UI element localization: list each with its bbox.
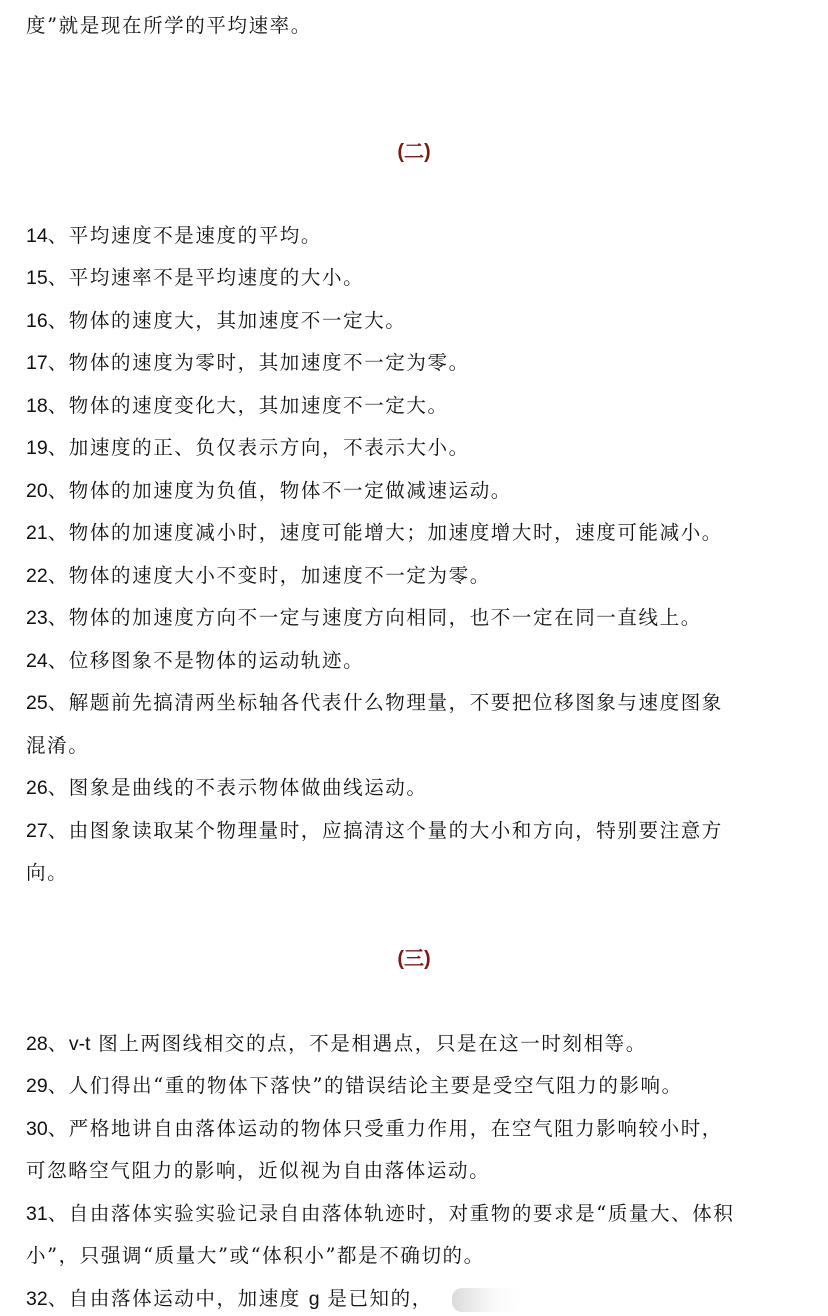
item-number: 14 xyxy=(26,225,48,247)
list-item-26 xyxy=(26,774,806,802)
list-item-15 xyxy=(26,264,806,292)
item-number: 17 xyxy=(26,352,48,374)
item-text: 、物体的加速度方向不一定与速度方向相同，也不一定在同一直线上。 xyxy=(47,606,702,629)
item-latin: g xyxy=(308,1288,320,1310)
section-heading-2: (二) xyxy=(397,141,431,163)
item-number: 28 xyxy=(26,1033,48,1055)
item-number: 32 xyxy=(26,1288,48,1310)
item-number: 18 xyxy=(26,395,48,417)
item-text: 、严格地讲自由落体运动的物体只受重力作用，在空气阻力影响较小时， xyxy=(47,1117,723,1140)
item-number: 30 xyxy=(26,1118,48,1140)
list-item-27-continuation xyxy=(26,859,806,887)
item-text: 、物体的速度大，其加速度不一定大。 xyxy=(47,309,407,332)
item-text: 混淆。 xyxy=(26,734,90,757)
intro-line xyxy=(26,12,806,40)
item-text: 、自由落体运动中，加速度 xyxy=(47,1287,309,1310)
item-number: 15 xyxy=(26,267,48,289)
list-item-30-continuation xyxy=(26,1157,806,1185)
list-item-31-continuation xyxy=(26,1242,806,1270)
section-heading-3: (三) xyxy=(397,948,431,970)
item-number: 26 xyxy=(26,777,48,799)
item-text: 、物体的加速度为负值，物体不一定做减速运动。 xyxy=(47,479,512,502)
item-text: 可忽略空气阻力的影响，近似视为自由落体运动。 xyxy=(26,1159,491,1182)
list-item-18 xyxy=(26,392,806,420)
item-number: 19 xyxy=(26,437,48,459)
intro-text: 度”就是现在所学的平均速率。 xyxy=(26,14,312,37)
truncation-fade xyxy=(452,1288,522,1312)
item-prefix: 、 xyxy=(47,1032,69,1055)
item-number: 20 xyxy=(26,480,48,502)
item-text: 、物体的速度变化大，其加速度不一定大。 xyxy=(47,394,449,417)
item-number: 29 xyxy=(26,1075,48,1097)
item-number: 25 xyxy=(26,692,48,714)
list-item-31 xyxy=(26,1200,806,1228)
item-suffix: 是已知的， xyxy=(319,1287,433,1310)
item-number: 21 xyxy=(26,522,48,544)
item-text: 、平均速率不是平均速度的大小。 xyxy=(47,266,365,289)
item-text: 、加速度的正、负仅表示方向，不表示大小。 xyxy=(47,436,470,459)
list-item-28 xyxy=(26,1030,806,1058)
item-number: 23 xyxy=(26,607,48,629)
item-number: 31 xyxy=(26,1203,48,1225)
list-item-16 xyxy=(26,307,806,335)
list-item-23 xyxy=(26,604,806,632)
item-text: 小”，只强调“质量大”或“体积小”都是不确切的。 xyxy=(26,1244,485,1267)
item-text: 、自由落体实验实验记录自由落体轨迹时，对重物的要求是“质量大、体积 xyxy=(47,1202,735,1225)
list-item-27 xyxy=(26,817,806,845)
item-text: 、位移图象不是物体的运动轨迹。 xyxy=(47,649,365,672)
item-text: 、解题前先搞清两坐标轴各代表什么物理量，不要把位移图象与速度图象 xyxy=(47,691,723,714)
item-text: 向。 xyxy=(26,861,69,884)
item-text: 图上两图线相交的点，不是相遇点，只是在这一时刻相等。 xyxy=(90,1032,647,1055)
item-number: 27 xyxy=(26,820,48,842)
list-item-17 xyxy=(26,349,806,377)
list-item-22 xyxy=(26,562,806,590)
item-text: 、人们得出“重的物体下落快”的错误结论主要是受空气阻力的影响。 xyxy=(47,1074,683,1097)
list-item-20 xyxy=(26,477,806,505)
list-item-21 xyxy=(26,519,806,547)
item-text: 、平均速度不是速度的平均。 xyxy=(47,224,323,247)
item-number: 24 xyxy=(26,650,48,672)
list-item-14 xyxy=(26,222,806,250)
item-text: 、物体的速度为零时，其加速度不一定为零。 xyxy=(47,351,470,374)
list-item-32 xyxy=(26,1285,806,1313)
list-item-29 xyxy=(26,1072,806,1100)
list-item-25-continuation xyxy=(26,732,806,760)
item-text: 、物体的速度大小不变时，加速度不一定为零。 xyxy=(47,564,491,587)
item-text: 、由图象读取某个物理量时，应搞清这个量的大小和方向，特别要注意方 xyxy=(47,819,723,842)
item-latin: v-t xyxy=(68,1033,91,1055)
list-item-19 xyxy=(26,434,806,462)
item-number: 16 xyxy=(26,310,48,332)
item-number: 22 xyxy=(26,565,48,587)
list-item-30 xyxy=(26,1115,806,1143)
list-item-25 xyxy=(26,689,806,717)
item-text: 、图象是曲线的不表示物体做曲线运动。 xyxy=(47,776,428,799)
list-item-24 xyxy=(26,647,806,675)
item-text: 、物体的加速度减小时，速度可能增大；加速度增大时，速度可能减小。 xyxy=(47,521,723,544)
